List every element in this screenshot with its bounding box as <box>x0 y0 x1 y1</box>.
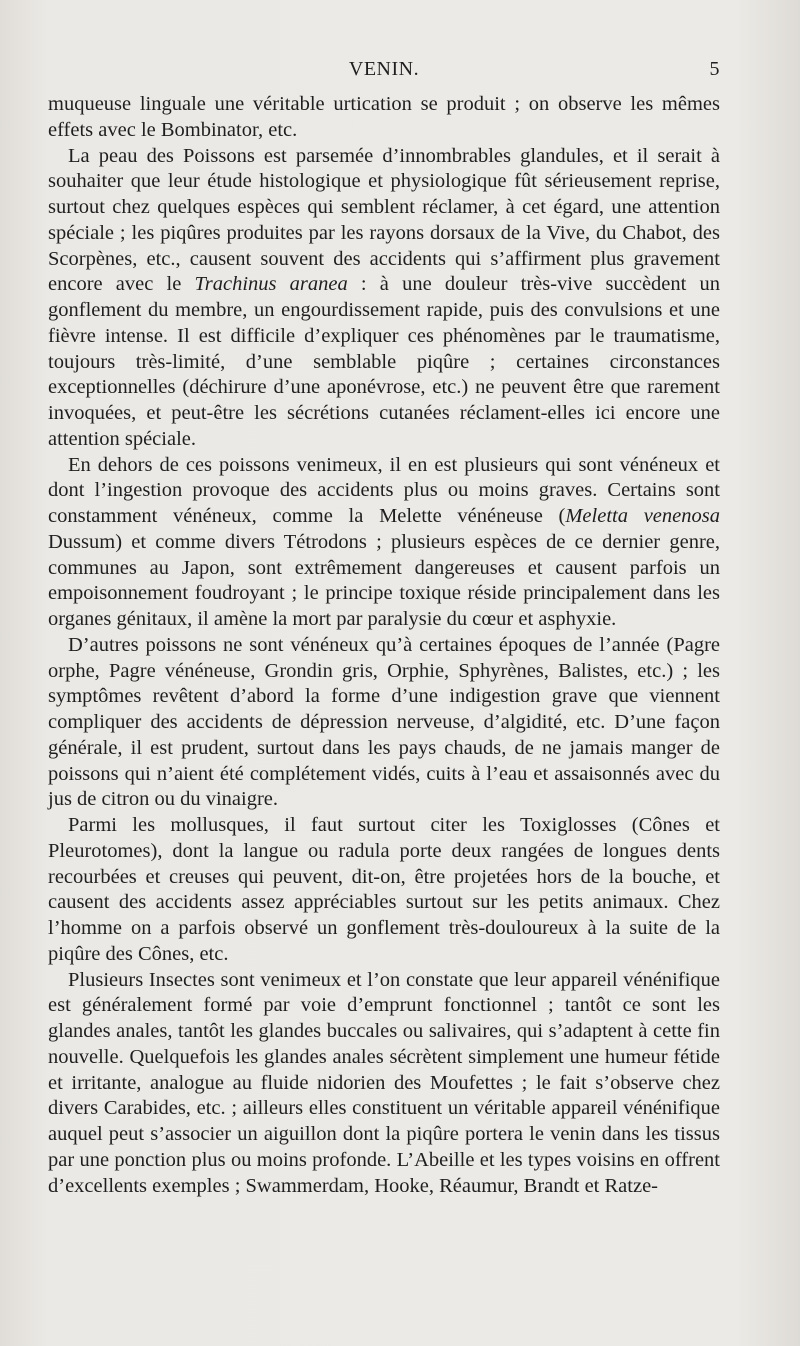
species-name: Trachinus aranea <box>194 273 348 296</box>
text-run: muqueuse linguale une véritable urtication se produit ; on observe les mêmes effets avec le Bombinator, etc. <box>48 93 720 141</box>
body-text <box>48 92 720 1199</box>
paragraph <box>48 453 720 633</box>
text-run: La peau des Poissons est parsemée d’innombrables glandules, et il serait à souhaiter que leur étude histologique et physiologique fût sérieusement reprise, surtout chez quelques espèces qui semblent réclamer, à cet égard, une attention spéciale ; les piqûres produites par les rayons dorsaux de la Vive, du Chabot, des Scorpènes, etc., causent souvent des accidents qui s’affirment plus gravement encore avec le <box>48 144 720 296</box>
paragraph <box>48 968 720 1200</box>
text-run: Plusieurs Insectes sont venimeux et l’on constate que leur appareil vénénifique est généralement formé par voie d’emprunt fonctionnel ; tantôt ce sont les glandes anales, tantôt les glandes buccales ou salivaires, qui s’adaptent à cette fin nouvelle. Quelquefois les glandes anales sécrètent simplement une humeur fétide et irritante, analogue au fluide nidorien des Moufettes ; le fait s’observe chez divers Carabides, etc. ; ailleurs elles constituent un véritable appareil vénénifique auquel peut s’associer un aiguillon dont la piqûre portera le venin dans les tissus par une ponction plus ou moins profonde. L’Abeille et les types voisins en offrent d’excellents exemples ; Swammerdam, Hooke, Réaumur, Brandt et Ratze- <box>48 968 720 1197</box>
text-run: Parmi les mollusques, il faut surtout citer les Toxiglosses (Cônes et Pleurotomes), dont la langue ou radula porte deux rangées de longues dents recourbées et creuses qui peuvent, dit-on, être projetées hors de la bouche, et causent des accidents assez appréciables surtout sur les petits animaux. Chez l’homme on a parfois observé un gonflement très-douloureux à la suite de la piqûre des Cônes, etc. <box>48 814 720 965</box>
paragraph <box>48 633 720 813</box>
text-run: D’autres poissons ne sont vénéneux qu’à certaines époques de l’année (Pagre orphe, Pagre vénéneuse, Grondin gris, Orphie, Sphyrènes, Balistes, etc.) ; les symptômes revêtent d’abord la forme d’une indigestion grave que viennent compliquer des accidents de dépression nerveuse, d’algidité, etc. D’une façon générale, il est prudent, surtout dans les pays chauds, de ne jamais manger de poissons qui n’aient été complétement vidés, cuits à l’eau et assaisonnés avec du jus de citron ou du vinaigre. <box>48 633 720 811</box>
text-run: : à une douleur très-vive succèdent un gonflement du membre, un engourdissement rapide, puis des convulsions et une fièvre intense. Il est difficile d’expliquer ces phénomènes par le traumatisme, toujours très-limité, d’une semblable piqûre ; certaines circonstances exceptionnelles (déchirure d’une aponévrose, etc.) ne peuvent être que rarement invoquées, et peut-être les sécrétions cutanées réclament-elles ici encore une attention spéciale. <box>48 273 721 450</box>
page-number: 5 <box>709 58 720 80</box>
running-title: VENIN. <box>348 58 420 80</box>
running-header <box>48 58 720 88</box>
paragraph <box>48 813 720 968</box>
species-name: Meletta venenosa <box>565 505 720 527</box>
text-run: Dussum) et comme divers Tétrodons ; plusieurs espèces de ce dernier genre, communes au Japon, sont extrêmement dangereuses et causent parfois un empoisonnement foudroyant ; le principe toxique réside principalement dans les organes génitaux, il amène la mort par paralysie du cœur et asphyxie. <box>48 530 720 630</box>
paragraph <box>48 144 720 453</box>
paragraph <box>48 92 720 144</box>
text-run: En dehors de ces poissons venimeux, il en est plusieurs qui sont vénéneux et dont l’ingestion provoque des accidents plus ou moins graves. Certains sont constamment vénéneux, comme la Melette vénéneuse ( <box>48 453 720 527</box>
